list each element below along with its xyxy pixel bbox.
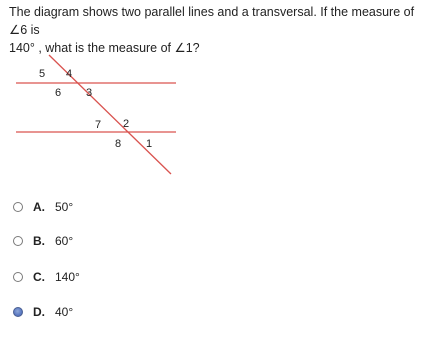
choice-b-letter: B. <box>33 234 45 248</box>
choice-a[interactable] <box>13 197 73 217</box>
radio-c[interactable] <box>13 272 23 282</box>
angle-label-2: 2 <box>123 118 130 130</box>
question-line-1: The diagram shows two parallel lines and a transversal. If the measure of ∠6 is <box>9 5 415 37</box>
choice-a-letter: A. <box>33 200 45 214</box>
angle-label-6: 6 <box>55 87 62 99</box>
choice-c-letter: C. <box>33 270 45 284</box>
question-line-2: 140° , what is the measure of ∠1? <box>9 41 200 55</box>
radio-d[interactable] <box>13 307 23 317</box>
radio-a[interactable] <box>13 202 23 212</box>
choice-b[interactable] <box>13 231 73 251</box>
angle-label-1: 1 <box>146 138 153 150</box>
choice-c-text: 140° <box>55 270 80 284</box>
choice-d[interactable] <box>13 302 73 322</box>
angle-label-4: 4 <box>66 68 73 80</box>
choice-b-text: 60° <box>55 234 74 248</box>
choice-d-letter: D. <box>33 305 45 319</box>
angle-label-8: 8 <box>115 138 122 150</box>
angle-label-7: 7 <box>95 119 102 131</box>
radio-b[interactable] <box>13 236 23 246</box>
choice-d-text: 40° <box>55 305 74 319</box>
choice-c[interactable] <box>13 267 80 287</box>
angle-label-3: 3 <box>86 87 93 99</box>
choice-a-text: 50° <box>55 200 74 214</box>
angle-label-5: 5 <box>39 68 46 80</box>
